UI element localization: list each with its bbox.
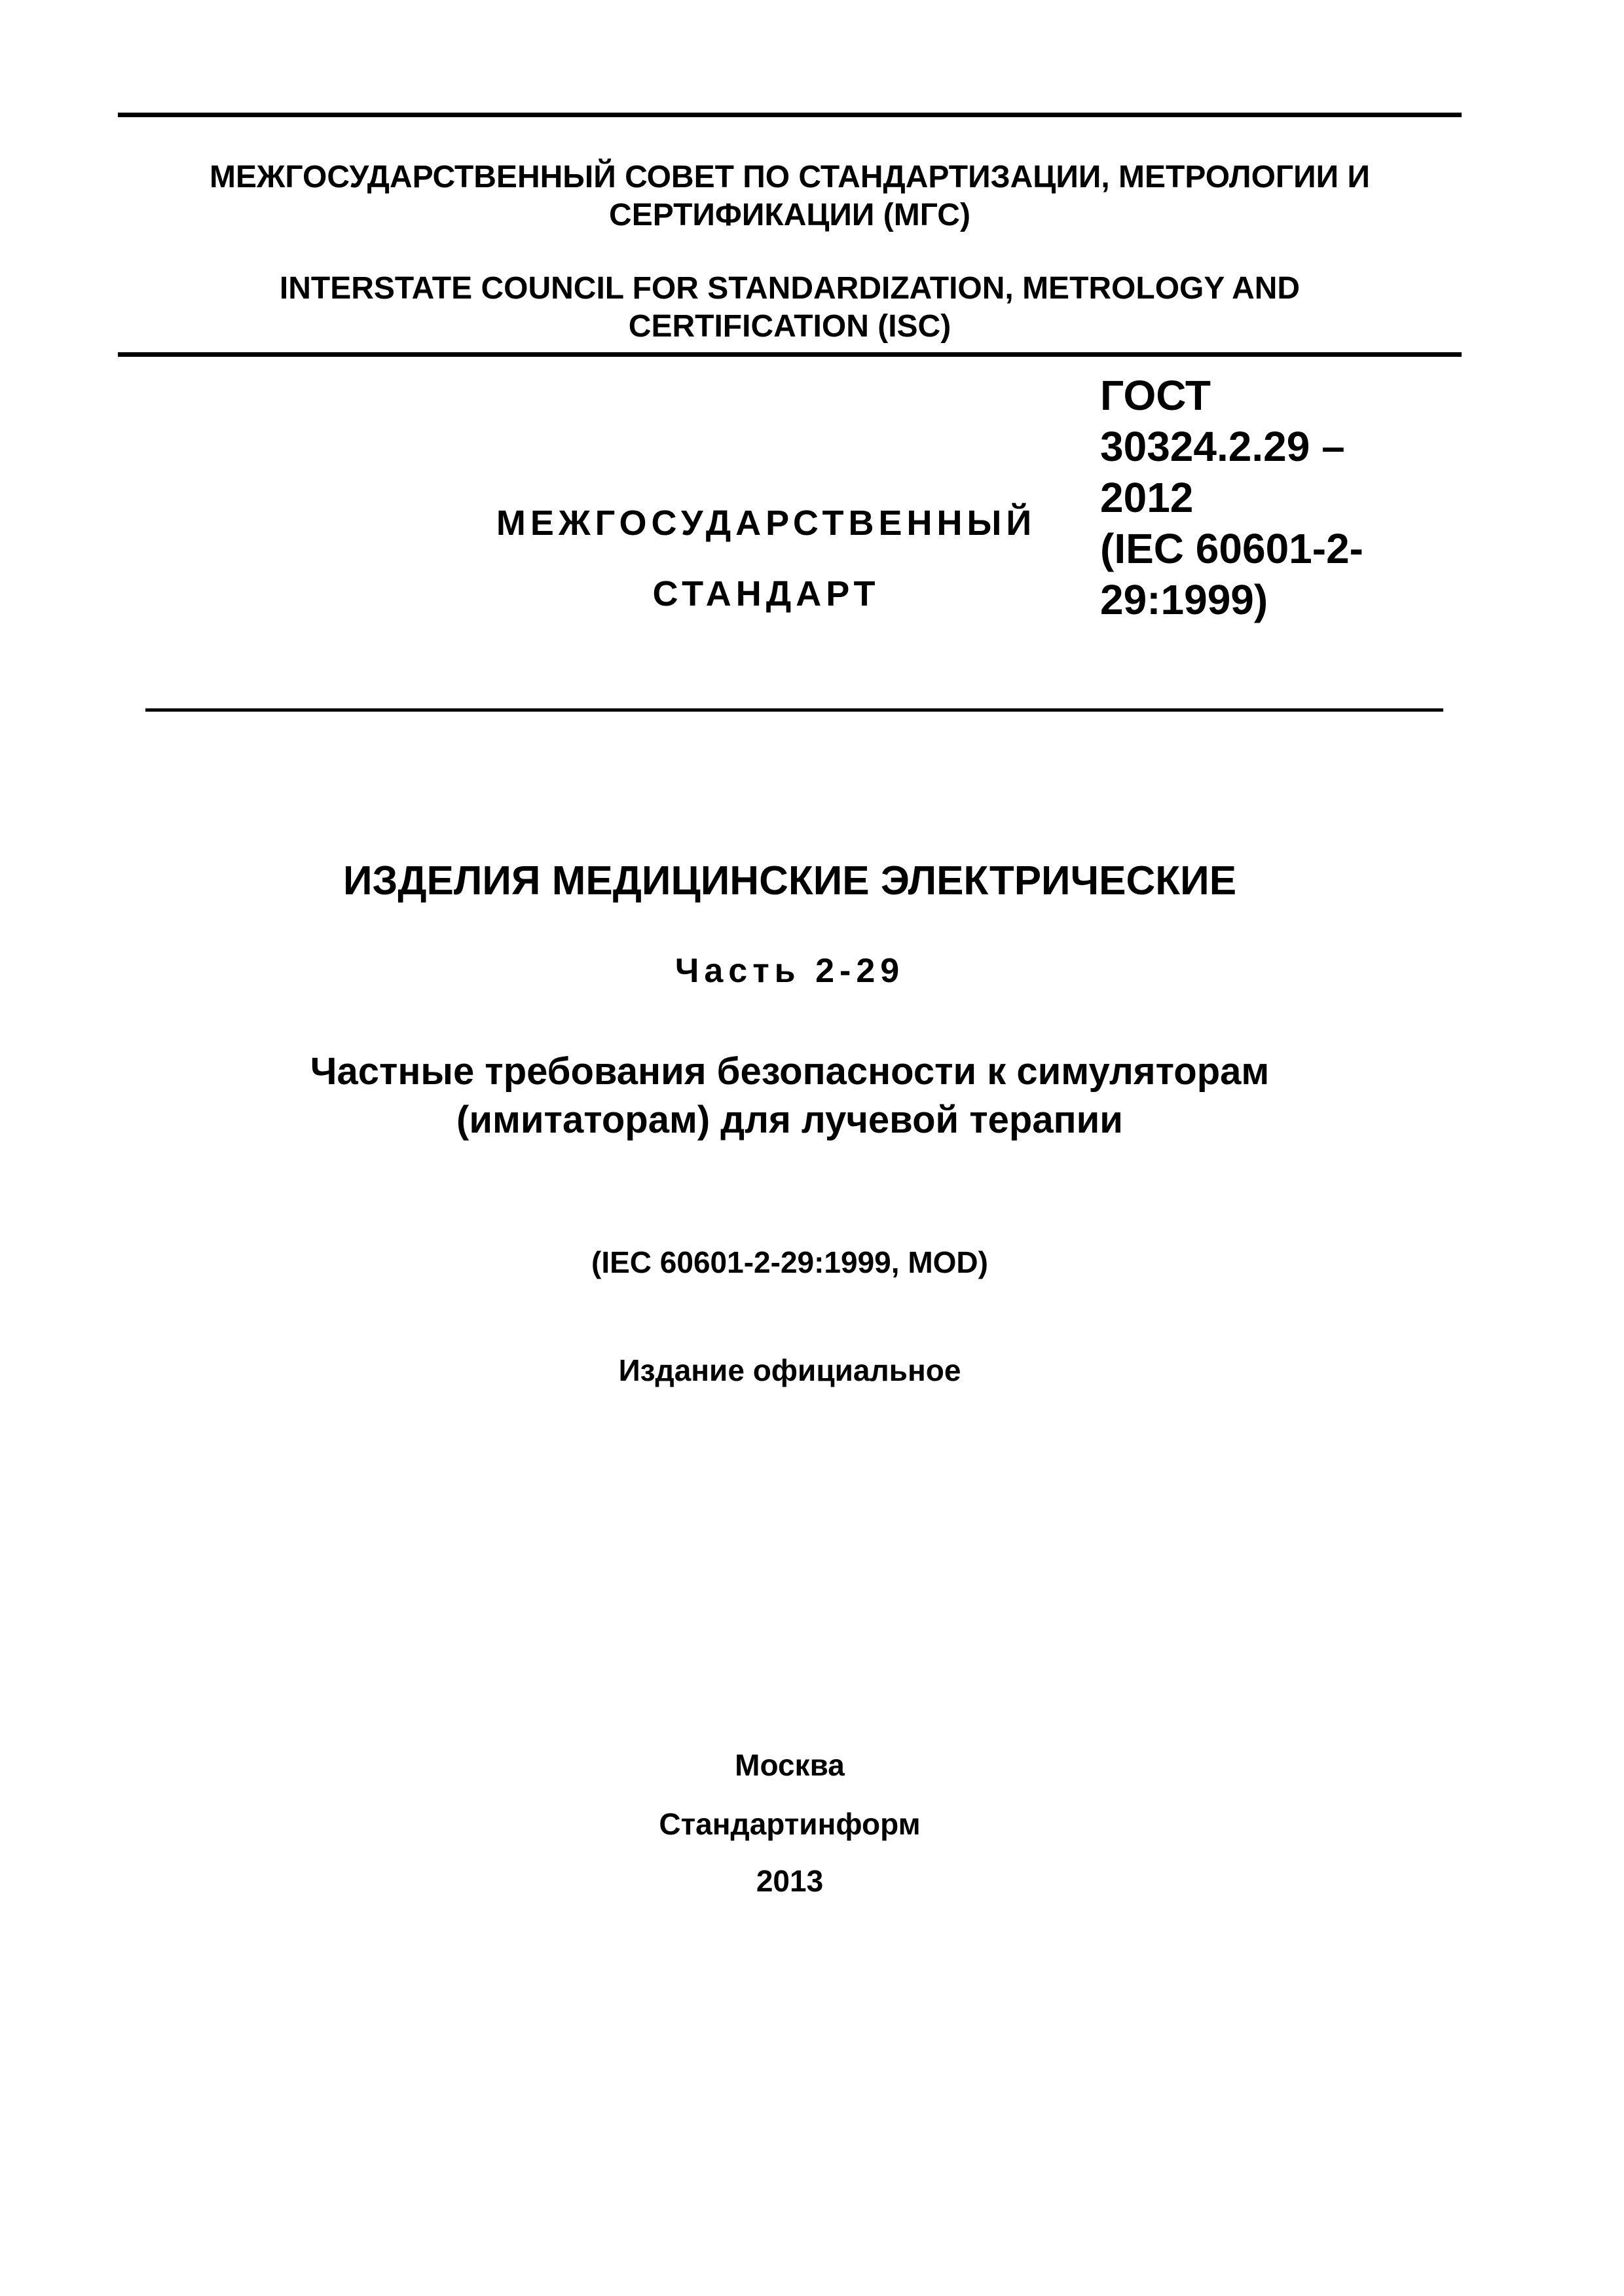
council-en-line-2: CERTIFICATION (ISC) [628, 309, 951, 344]
council-en-line-1: INTERSTATE COUNCIL FOR STANDARDIZATION, METROLOGY AND [279, 271, 1301, 306]
document-title: ИЗДЕЛИЯ МЕДИЦИНСКИЕ ЭЛЕКТРИЧЕСКИЕ [342, 858, 1237, 903]
imprint-city: Москва [735, 1748, 845, 1782]
council-ru-line-1: МЕЖГОСУДАРСТВЕННЫЙ СОВЕТ ПО СТАНДАРТИЗАЦИИ, МЕТРОЛОГИИ И [210, 160, 1370, 194]
standard-kind [458, 488, 1074, 629]
subtitle-line-2: (имитаторам) для лучевой терапии [456, 1099, 1123, 1141]
title-block-rule [145, 708, 1443, 712]
council-name-ru [118, 158, 1462, 234]
council-ru-line-2: СЕРТИФИКАЦИИ (МГС) [609, 198, 970, 232]
standard-kind-line-2: СТАНДАРТ [652, 574, 880, 613]
edition-note: Издание официальное [618, 1353, 961, 1387]
standard-kind-line-1: МЕЖГОСУДАРСТВЕННЫЙ [496, 503, 1037, 543]
document-subtitle [170, 1048, 1409, 1144]
designation-line-2: 30324.2.29 – [1100, 423, 1345, 470]
part-number: Часть 2-29 [674, 952, 905, 990]
top-rule [118, 113, 1462, 117]
designation-line-4: (IEC 60601-2- [1100, 525, 1363, 572]
standard-designation [1100, 370, 1454, 625]
council-name-en [118, 270, 1462, 346]
iec-reference: (IEC 60601-2-29:1999, MOD) [591, 1245, 988, 1279]
imprint-publisher: Стандартинформ [659, 1807, 921, 1841]
designation-line-3: 2012 [1100, 474, 1194, 521]
designation-line-1: ГОСТ [1100, 372, 1211, 419]
header-bottom-rule [118, 352, 1462, 357]
subtitle-line-1: Частные требования безопасности к симуляторам [310, 1050, 1270, 1093]
imprint-year: 2013 [756, 1864, 824, 1898]
designation-line-5: 29:1999) [1100, 576, 1268, 623]
